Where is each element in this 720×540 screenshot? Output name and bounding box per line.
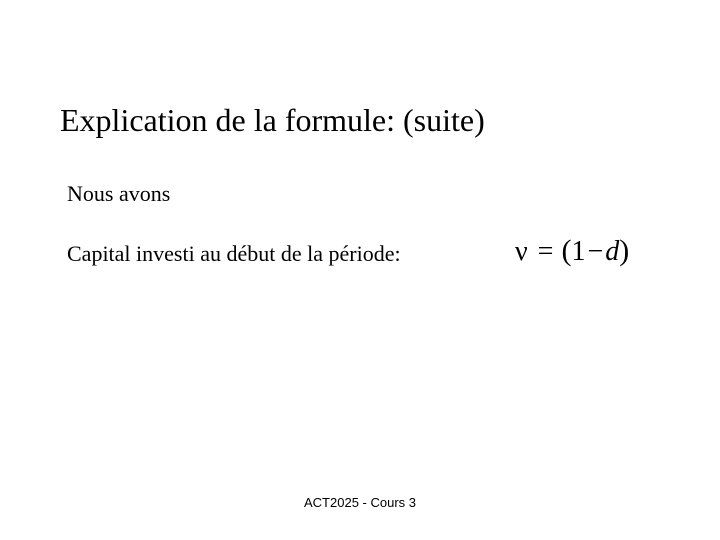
slide-footer: ACT2025 - Cours 3 xyxy=(304,495,416,510)
formula xyxy=(515,233,629,270)
body-text-nous-avons: Nous avons xyxy=(67,181,171,206)
formula-open-paren: ( xyxy=(561,234,572,267)
body-text-capital-investi: Capital investi au début de la période: xyxy=(67,241,401,266)
formula-nu: ν xyxy=(515,236,528,267)
formula-minus: − xyxy=(587,236,604,267)
formula-d: d xyxy=(605,236,620,267)
slide-title: Explication de la formule: (suite) xyxy=(60,102,485,138)
formula-equals: = xyxy=(537,236,554,267)
formula-close-paren: ) xyxy=(619,234,630,267)
formula-one: 1 xyxy=(571,236,586,267)
